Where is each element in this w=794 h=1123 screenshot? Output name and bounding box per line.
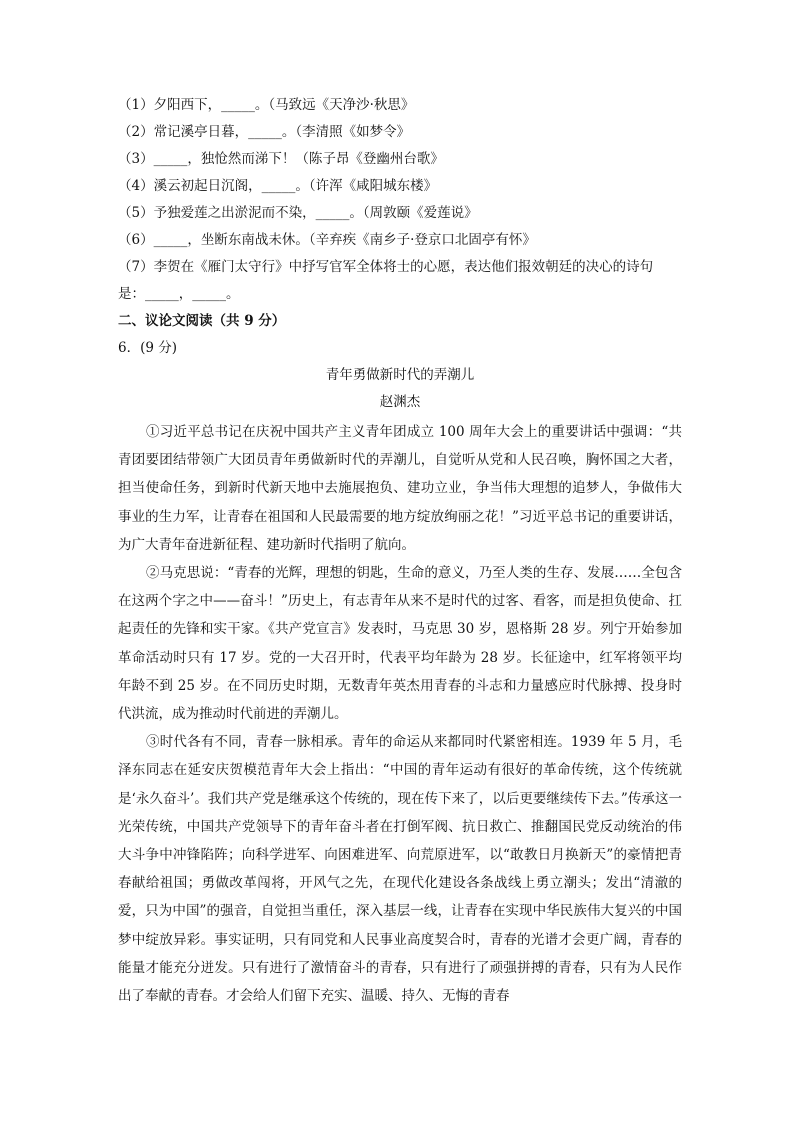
poetry-item-7: （7）李贺在《雁门太守行》中抒写官军全体将士的心愿，表达他们报效朝廷的决心的诗句 — [118, 259, 654, 275]
article-author: 赵渊杰 — [379, 394, 421, 410]
document-page — [118, 92, 682, 1010]
poetry-fill-in-list — [118, 92, 682, 308]
poetry-item-1: （1）夕阳西下，_____。（马致远《天净沙·秋思》 — [118, 97, 415, 113]
poetry-item-2: （2）常记溪亭日暮，_____。（李清照《如梦令》 — [118, 124, 411, 140]
section-heading: 二、议论文阅读（共 9 分） — [118, 313, 286, 329]
poetry-item-7-continued: 是：_____，_____。 — [118, 286, 240, 302]
poetry-item-4: （4）溪云初起日沉阁，_____。（许浑《咸阳城东楼》 — [118, 178, 438, 194]
poetry-item-5: （5）予独爱莲之出淤泥而不染，_____。（周敦颐《爱莲说》 — [118, 205, 478, 221]
poetry-item-6: （6）_____，坐断东南战未休。（辛弃疾《南乡子·登京口北固亭有怀》 — [118, 232, 536, 248]
article-paragraph-2: ②马克思说：“青春的光辉，理想的钥匙，生命的意义，乃至人类的生存、发展……全包含在这两个字之中——奋斗！”历史上，有志青年从来不是时代的过客、看客，而是担负使命、扛起责任的先锋和实干家。《共产党宣言》发表时，马克思 30 岁，恩格斯 28 岁。列宁开始参加革命活动时只有 17 岁。党的一大召开时，代表平均年龄为 28 岁。长征途中，红军将领平均年龄不到 25 岁。在不同历史时期，无数青年英杰用青春的斗志和力量感应时代脉搏、投身时代洪流，成为推动时代前进的弄潮儿。 — [118, 565, 682, 723]
poetry-item-3: （3）_____，独怆然而涕下！（陈子昂《登幽州台歌》 — [118, 151, 444, 167]
article-paragraph-3: ③时代各有不同，青春一脉相承。青年的命运从来都同时代紧密相连。1939 年 5 月，毛泽东同志在延安庆贺模范青年大会上指出：“中国的青年运动有很好的革命传统，这个传统就是‘永久奋斗’。我们共产党是继承这个传统的，现在传下来了，以后更要继续传下去。”传承这一光荣传统，中国共产党领导下的青年奋斗者在打倒军阀、抗日救亡、推翻国民党反动统治的伟大斗争中冲锋陷阵；向科学进军、向困难进军、向荒原进军，以“敢教日月换新天”的豪情把青春献给祖国；勇做改革闯将，开风气之先，在现代化建设各条战线上勇立潮头；发出“清澈的爱，只为中国”的强音，自觉担当重任，深入基层一线，让青春在实现中华民族伟大复兴的中国梦中绽放异彩。事实证明，只有同党和人民事业高度契合时，青春的光谱才会更广阔，青春的能量才能充分迸发。只有进行了激情奋斗的青春，只有进行了顽强拼搏的青春，只有为人民作出了奉献的青春。才会给人们留下充实、温暖、持久、无悔的青春 — [118, 734, 682, 1005]
article-title: 青年勇做新时代的弄潮儿 — [325, 367, 475, 383]
question-label: 6．(9 分) — [118, 340, 178, 356]
article-paragraph-1: ①习近平总书记在庆祝中国共产主义青年团成立 100 周年大会上的重要讲话中强调：“共青团要团结带领广大团员青年勇做新时代的弄潮儿，自觉听从党和人民召唤，胸怀国之大者，担当使命任务，到新时代新天地中去施展抱负、建功立业，争当伟大理想的追梦人，争做伟大事业的生力军，让青春在祖国和人民最需要的地方绽放绚丽之花！”习近平总书记的重要讲话，为广大青年奋进新征程、建功新时代指明了航向。 — [118, 424, 682, 553]
